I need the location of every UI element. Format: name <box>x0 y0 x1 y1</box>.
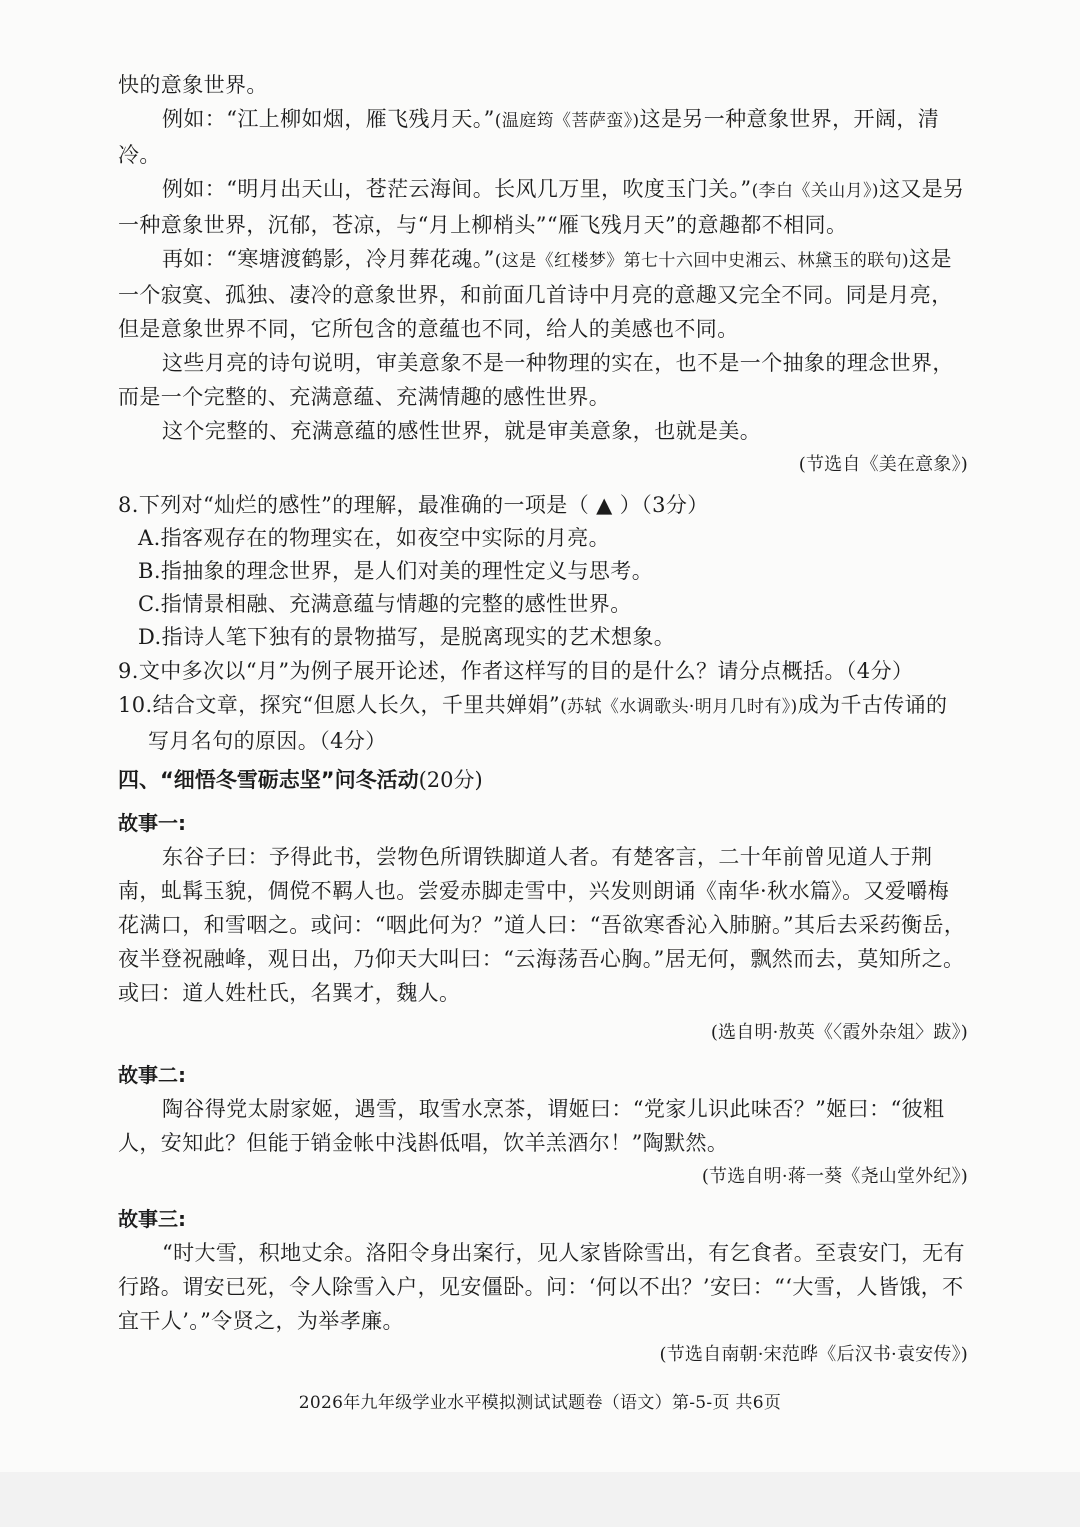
question-text: 10.结合文章，探究“但愿人长久，千里共婵娟” <box>118 693 561 717</box>
citation-note: (苏轼《水调歌头·明月几时有》) <box>560 697 798 717</box>
passage-source: (节选自《美在意象》) <box>798 454 968 475</box>
paragraph-text: 这是另一种意象世界，开阔，清冷。 <box>118 107 940 167</box>
section-title-text: 四、“细悟冬雪砺志坚”问冬活动 <box>118 768 419 792</box>
passage-paragraph: 这些月亮的诗句说明，审美意象不是一种物理的实在，也不是一个抽象的理念世界，而是一个完整的、充满意蕴、充满情趣的感性世界。 <box>118 351 954 409</box>
section-score: (20分) <box>418 768 483 792</box>
section-title <box>118 762 968 798</box>
page-content <box>118 68 968 1372</box>
story-text: 东谷子曰：予得此书，尝物色所谓铁脚道人者。有楚客言，二十年前曾见道人于荆南，虬髯玉貌，倜傥不羁人也。尝爱赤脚走雪中，兴发则朗诵《南华·秋水篇》。又爱嚼梅花满口，和雪咽之。或问：“咽此何为？”道人曰：“吾欲寒香沁入肺腑。”其后去采药衡岳，夜半登祝融峰，观日出，乃仰天大叫曰：“云海荡吾心胸。”居无何，飘然而去，莫知所之。或曰：道人姓杜氏，名巽才，魏人。 <box>118 845 966 1005</box>
story-source: (选自明·敖英《〈霞外杂俎〉跋》) <box>710 1022 968 1043</box>
story-source: (节选自南朝·宋范晔《后汉书·袁安传》) <box>659 1344 968 1365</box>
citation-note: (李白《关山月》) <box>751 181 879 201</box>
page-footer: 2026年九年级学业水平模拟测试试题卷（语文）第-5-页 共6页 <box>298 1393 782 1413</box>
story-heading: 故事一: <box>118 811 186 835</box>
passage-paragraph <box>118 102 968 172</box>
paragraph-text: 这又是另一种意象世界，沉郁，苍凉，与“月上柳梢头”“雁飞残月天”的意趣都不相同。 <box>118 177 965 237</box>
q8-option-d: D.指诗人笔下独有的景物描写，是脱离现实的艺术想象。 <box>138 625 676 649</box>
passage-paragraph: 这个完整的、充满意蕴的感性世界，就是审美意象，也就是美。 <box>162 419 762 443</box>
quote: 例如：“明月出天山，苍茫云海间。长风几万里，吹度玉门关。” <box>162 177 752 201</box>
paragraph-text: 这是一个寂寞、孤独、凄冷的意象世界，和前面几首诗中月亮的意趣又完全不同。同是月亮，但是意象世界不同，它所包含的意蕴也不同，给人的美感也不同。 <box>118 247 953 341</box>
question-10 <box>118 688 968 758</box>
question-text: 成为千古传诵的写月名句的原因。（4分） <box>148 693 948 753</box>
story-text: “时大雪，积地丈余。洛阳令身出案行，见人家皆除雪出，有乞食者。至袁安门，无有行路。谓安已死，令人除雪入户，见安僵卧。问：‘何以不出？’安曰：“‘大雪，人皆饿，不宜干人’。”令贤之，为举孝廉。 <box>118 1241 965 1333</box>
passage-paragraph <box>118 172 968 242</box>
citation-note: (这是《红楼梦》第七十六回中史湘云、林黛玉的联句) <box>494 251 910 271</box>
quote: 再如：“寒塘渡鹤影，冷月葬花魂。” <box>162 247 495 271</box>
citation-note: (温庭筠《菩萨蛮》) <box>494 111 640 131</box>
q8-option-c: C.指情景相融、充满意蕴与情趣的完整的感性世界。 <box>138 592 632 616</box>
quote: 例如：“江上柳如烟，雁飞残月天。” <box>162 107 495 131</box>
question-9: 9.文中多次以“月”为例子展开论述，作者这样写的目的是什么？请分点概括。（4分） <box>118 659 914 683</box>
story-source: (节选自明·蒋一葵《尧山堂外纪》) <box>701 1166 968 1187</box>
story-heading: 故事三: <box>118 1207 186 1231</box>
story-heading: 故事二: <box>118 1063 186 1087</box>
q8-option-b: B.指抽象的理念世界，是人们对美的理性定义与思考。 <box>138 559 654 583</box>
story-text: 陶谷得党太尉家姬，遇雪，取雪水烹茶，谓姬曰：“党家儿识此味否？”姬曰：“彼粗人，安知此？但能于销金帐中浅斟低唱，饮羊羔酒尔！”陶默然。 <box>118 1097 945 1155</box>
passage-paragraph <box>118 242 968 346</box>
bottom-margin <box>0 1472 1080 1527</box>
passage-paragraph: 快的意象世界。 <box>118 73 268 97</box>
q8-option-a: A.指客观存在的物理实在，如夜空中实际的月亮。 <box>138 526 611 550</box>
question-8: 8.下列对“灿烂的感性”的理解，最准确的一项是（ ▲ ）（3分） <box>118 493 709 517</box>
